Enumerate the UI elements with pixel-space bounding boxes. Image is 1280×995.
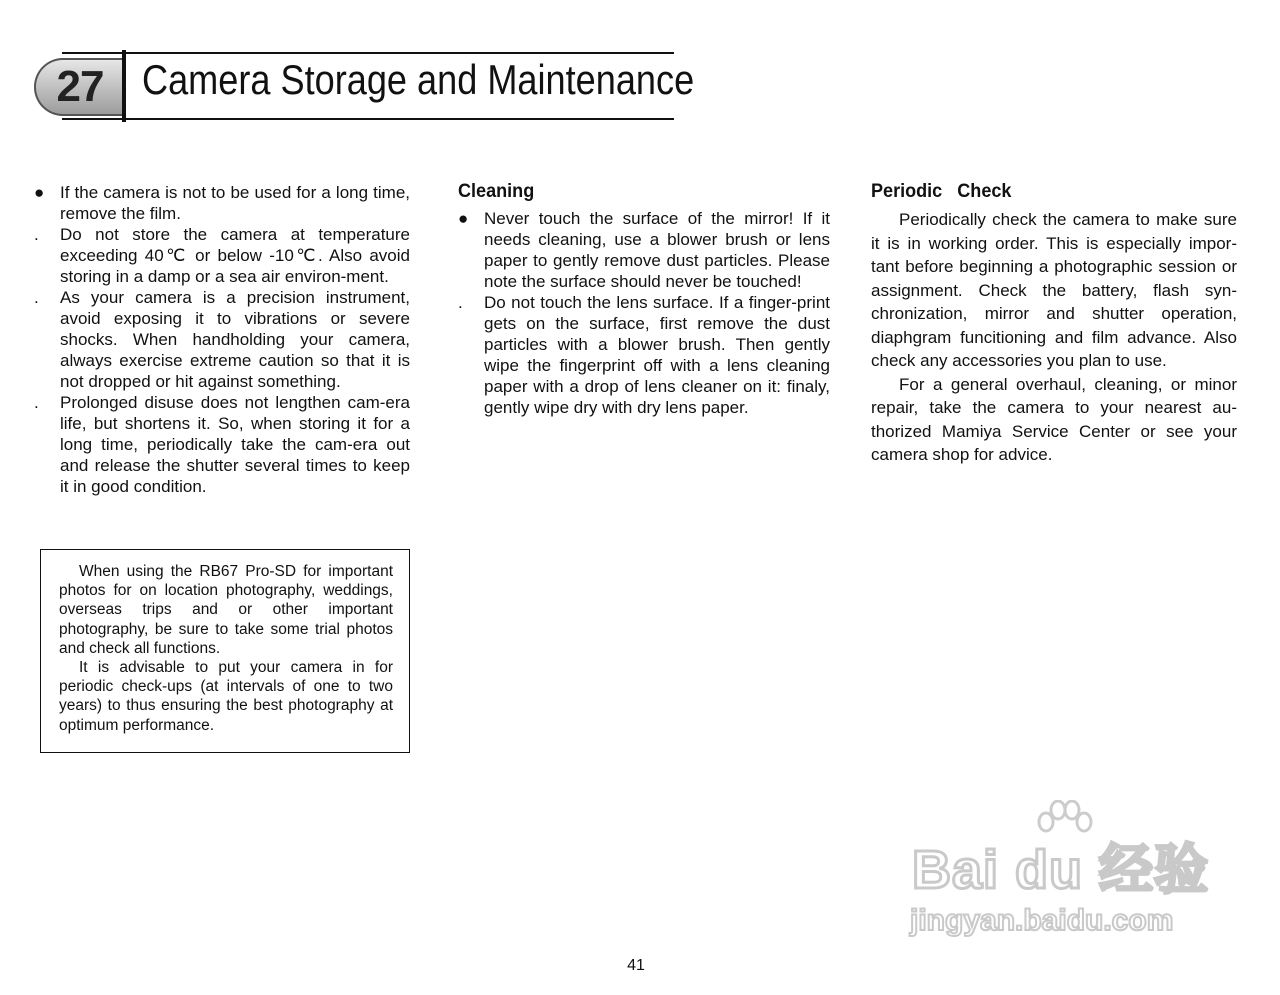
header-rule-top [62, 52, 674, 54]
bullet-period-icon: . [34, 288, 39, 307]
list-item [34, 287, 410, 392]
chapter-number-badge: 27 [34, 58, 126, 116]
list-item-text: As your camera is a precision instrument, avoid exposing it to vibrations or severe shocks. When handholding your camera, always exercise extreme caution so that it is not dropped or hit against something. [60, 288, 410, 391]
periodic-check-paragraph: Periodically check the camera to make sure it is in working order. This is especially impor-tant before beginning a photographic session or assignment. Check the battery, flash syn-chronization, mirror and shutter operation, diaphgram funcitioning and film advance. Also check any accessories you plan to use. [871, 210, 1237, 370]
watermark-domain-text: jingyan.baidu.com [910, 904, 1174, 937]
list-item [458, 208, 830, 292]
list-item-text: Prolonged disuse does not lengthen cam-era life, but shortens it. So, when storing it for a long time, periodically take the cam-era out and release the shutter several times to keep it in good condition. [60, 393, 410, 496]
section-heading-periodic-check: Periodic Check [871, 181, 1012, 202]
list-item-text: Do not store the camera at temperature exceeding 40℃ or below -10℃. Also avoid storing in a damp or a sea air environ-ment. [60, 225, 410, 286]
baidu-jingyan-watermark [906, 800, 1210, 950]
notice-paragraph: It is advisable to put your camera in for periodic check-ups (at intervals of one to two years) to thus ensuring the best photography at optimum performance. [59, 659, 393, 734]
list-item-text: Never touch the surface of the mirror! If it needs cleaning, use a blower brush or lens paper to gently remove dust particles. Please note the surface should never be touched! [484, 209, 830, 291]
watermark-logo-text: Bai du 经验 [912, 840, 1210, 900]
list-item [458, 292, 830, 418]
left-column [34, 182, 410, 497]
notice-box [40, 549, 410, 753]
list-item-text: If the camera is not to be used for a long time, remove the film. [60, 183, 410, 223]
bullet-dot-icon: ● [34, 183, 45, 202]
list-item [34, 392, 410, 497]
list-item [34, 182, 410, 224]
list-item-text: Do not touch the lens surface. If a finger-print gets on the surface, first remove the dust particles with a blower brush. Then gently wipe the fingerprint off with a lens cleaning paper with a drop of lens cleaner on it: finaly, gently wipe dry with dry lens paper. [484, 293, 830, 417]
cleaning-list [458, 208, 830, 418]
list-item [34, 224, 410, 287]
periodic-check-paragraph: For a general overhaul, cleaning, or minor repair, take the camera to your nearest au-thorized Mamiya Service Center or see your camera shop for advice. [871, 374, 1237, 464]
header-rule-bottom [62, 118, 674, 120]
storage-tips-list [34, 182, 410, 497]
bullet-period-icon: . [34, 393, 39, 412]
periodic-check-section [871, 180, 1237, 467]
bullet-dot-icon: ● [458, 209, 469, 228]
chapter-header [34, 48, 695, 124]
page-title: Camera Storage and Maintenance [142, 56, 695, 103]
bullet-period-icon: . [458, 293, 463, 312]
cleaning-section [458, 180, 830, 418]
section-heading-cleaning: Cleaning [458, 181, 535, 202]
notice-paragraph: When using the RB67 Pro-SD for important photos for on location photography, weddings, overseas trips and or other important photography, be sure to take some trial photos and check all functions. [59, 563, 393, 657]
header-divider [122, 50, 126, 122]
bullet-period-icon: . [34, 225, 39, 244]
page-number: 41 [627, 957, 645, 974]
